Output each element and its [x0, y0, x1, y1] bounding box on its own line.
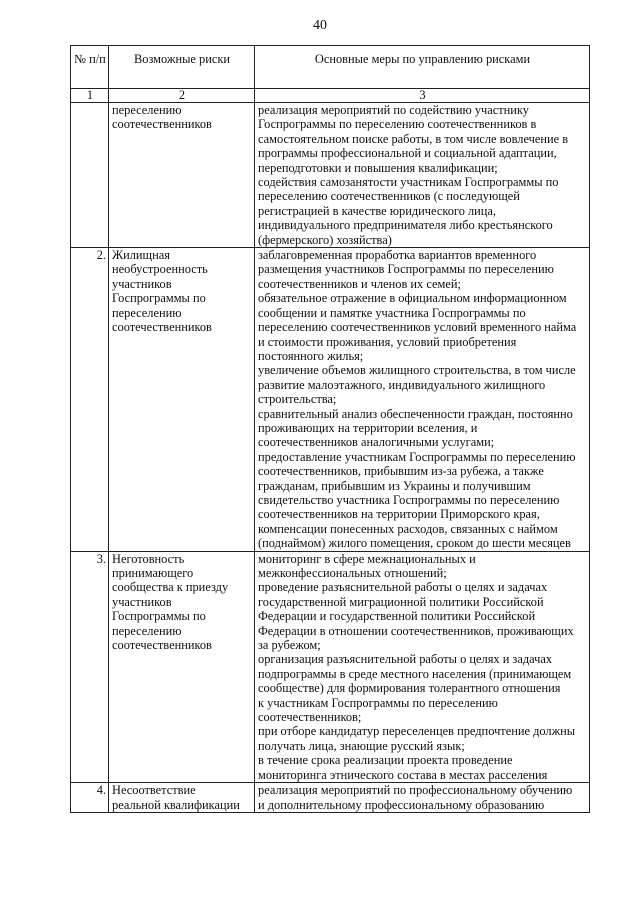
measure-text-line: гражданам, прибывшим из Украины и получившим [258, 478, 531, 493]
table-row [71, 551, 590, 783]
risk-text-line: соотечественников [112, 320, 212, 335]
risk-management-table [70, 45, 590, 813]
measure-text-line: строительства; [258, 392, 337, 407]
measure-text-line: организация разъяснительной работы о целях и задачах [258, 652, 553, 667]
row-number [71, 103, 109, 248]
measure-text-line: в течение срока реализации проекта проведение [258, 753, 513, 768]
measure-text-line: и стоимости проживания, условий приобретения [258, 334, 517, 349]
measure-text-line: обязательное отражение в официальном информационном [258, 291, 567, 306]
measure-text-line: соотечественников; [258, 710, 362, 725]
page-number: 40 [313, 18, 327, 33]
measure-text-line: регистрацией в качестве юридического лица, [258, 203, 497, 218]
header-number: № п/п [71, 46, 109, 89]
column-index-1: 1 [71, 89, 109, 103]
measure-text-line: развитие малоэтажного, индивидуального жилищного [258, 377, 546, 392]
risk-cell [109, 551, 255, 783]
risk-text-line: Несоответствие [112, 783, 196, 798]
measure-text-line: проведение разъяснительной работы о целях и задачах [258, 580, 548, 595]
risk-text-line: Неготовность [112, 551, 185, 566]
measure-text-line: переселению соотечественников (с последующей [258, 189, 520, 204]
risk-text-line: Госпрограммы по [112, 609, 206, 624]
measure-text-line: Федерации в отношении соотечественников, проживающих [258, 623, 574, 638]
measure-text-line: за рубежом; [258, 638, 321, 653]
measure-text-line: содействия самозанятости участникам Госпрограммы по [258, 175, 559, 190]
table-header-row [71, 46, 590, 89]
risk-text-line: участников [112, 594, 172, 609]
measure-text-line: соотечественников аналогичными услугами; [258, 435, 495, 450]
table-row [71, 103, 590, 248]
measure-text-line: предоставление участникам Госпрограммы по переселению [258, 449, 576, 464]
table-row [71, 783, 590, 813]
risk-text-line: переселению [112, 623, 182, 638]
header-risks: Возможные риски [109, 46, 255, 89]
table-row [71, 248, 590, 552]
measures-cell [255, 551, 590, 783]
measures-cell [255, 103, 590, 248]
measures-cell [255, 248, 590, 552]
measures-cell [255, 783, 590, 813]
measure-text-line: соотечественников на территории Приморского края, [258, 507, 540, 522]
risk-text-line: переселению [112, 103, 182, 117]
measure-text-line: сообществе) для формирования толерантного отношения [258, 681, 561, 696]
measure-text-line: мониторинг в сфере межнациональных и [258, 551, 476, 566]
column-index-2: 2 [109, 89, 255, 103]
measure-text-line: реализация мероприятий по профессиональному обучению [258, 783, 573, 798]
risk-cell [109, 783, 255, 813]
measure-text-line: при отборе кандидатур переселенцев предпочтение должны [258, 724, 576, 739]
measure-text-line: переподготовки и повышения квалификации; [258, 160, 498, 175]
risk-text-line: соотечественников [112, 638, 212, 653]
measure-text-line: мониторинга этнического состава в местах расселения [258, 767, 548, 782]
measure-text-line: программы профессиональной и социальной адаптации, [258, 146, 557, 161]
measure-text-line: Госпрограммы по переселению соотечественников в [258, 117, 537, 132]
measure-text-line: свидетельство участника Госпрограммы по переселению [258, 492, 560, 507]
risk-text-line: участников [112, 276, 172, 291]
measure-text-line: и дополнительному профессиональному образованию [258, 797, 545, 812]
measure-text-line: (фермерского) хозяйства) [258, 232, 392, 247]
measure-text-line: самостоятельном поиске работы, в том числе вовлечение в [258, 131, 569, 146]
column-index-row [71, 89, 590, 103]
measure-text-line: Федерации и государственной политики Российской [258, 609, 536, 624]
risk-cell [109, 103, 255, 248]
measure-text-line: реализация мероприятий по содействию участнику [258, 103, 529, 117]
risk-text-line: сообщества к приезду [112, 580, 229, 595]
measure-text-line: постоянного жилья; [258, 348, 364, 363]
risk-text-line: соотечественников [112, 117, 212, 132]
measure-text-line: компенсации понесенных расходов, связанных с наймом [258, 521, 558, 536]
risk-text-line: необустроенность [112, 262, 208, 277]
measure-text-line: соотечественников и членов их семей; [258, 276, 461, 291]
risk-text-line: принимающего [112, 566, 194, 580]
measure-text-line: увеличение объемов жилищного строительства, в том числе [258, 363, 576, 378]
measure-text-line: размещения участников Госпрограммы по переселению [258, 262, 554, 277]
row-number: 3. [71, 551, 109, 783]
measure-text-line: (поднаймом) жилого помещения, сроком до шести месяцев [258, 536, 571, 551]
risk-text-line: переселению [112, 305, 182, 320]
measure-text-line: сравнительный анализ обеспеченности граждан, постоянно [258, 406, 573, 421]
measure-text-line: заблаговременная проработка вариантов временного [258, 248, 537, 263]
measure-text-line: проживающих на территории вселения, и [258, 420, 478, 435]
risk-text-line: Жилищная [112, 248, 170, 263]
column-index-3: 3 [255, 89, 590, 103]
measure-text-line: соотечественников, прибывшим из-за рубежа, а также [258, 464, 544, 479]
risk-text-line: реальной квалификации [112, 797, 240, 812]
measure-text-line: государственной миграционной политики Российской [258, 594, 544, 609]
measure-text-line: индивидуального предпринимателя либо крестьянского [258, 218, 553, 233]
row-number: 4. [71, 783, 109, 813]
risk-text-line: Госпрограммы по [112, 291, 206, 306]
measure-text-line: переселению соотечественников условий временного найма [258, 320, 577, 335]
header-measures: Основные меры по управлению рисками [255, 46, 590, 89]
measure-text-line: межконфессиональных отношений; [258, 566, 447, 580]
risk-cell [109, 248, 255, 552]
measure-text-line: сообщении и памятке участника Госпрограммы по [258, 305, 526, 320]
measure-text-line: к участникам Госпрограммы по переселению [258, 695, 498, 710]
measure-text-line: подпрограммы в среде местного населения (принимающем [258, 666, 572, 681]
row-number: 2. [71, 248, 109, 552]
measure-text-line: получать лица, знающие русский язык; [258, 738, 465, 753]
